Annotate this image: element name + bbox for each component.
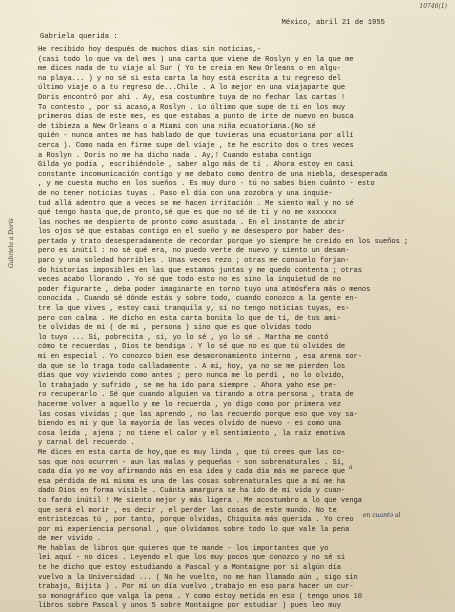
letter-line: lo trabajado y sufrido , se me ha ido para siempre . Ahora yaho ese pe- — [38, 381, 337, 390]
handwritten-annotation: a — [349, 464, 353, 471]
letter-line: las noches me despierto de pronto como asustada . En el instante de abrir — [38, 218, 346, 227]
letter-line: tre la que vives , estoy casi tranquila y, si no tengo noticias tuyas, es- — [38, 305, 350, 314]
letter-line: entristezcas tú , por tanto, porque olvidas, Chiquita más querida . Yo creo — [38, 516, 354, 525]
letter-line: hacerme volver a aquello y me lo recuerda , yo digo como por primera vez — [38, 400, 341, 409]
letter-line: de tibieza a New Orleans o a Miami con una niña ecuatoriana.(No sé — [38, 122, 316, 131]
letter-line: Me hablas de libros que quieres que te mande - los importantes que yo — [38, 544, 329, 553]
letter-line: pero con calma . He dicho en esta carta bonita lo que de tí, de tus ami- — [38, 314, 341, 323]
letter-line: días que voy viviendo como antes ; pero nunca me lo perdí , no lo olvido, — [38, 372, 346, 381]
letter-line: Gilda yo podía , escribiéndole , saber algo más de tí . Ahora estoy en casi — [38, 161, 354, 170]
letter-line: to fardo inútil ! Me siento mejor y más ligera . Me acostumbro a lo que venga — [38, 496, 362, 505]
letter-line: dado Dios en forma visible . Cuánta amargura se ha ido de mi vida y cuan- — [38, 487, 346, 496]
letter-line: vuelvo a la Universidad ... ( No he vuelto, no me han llamado aún , sigo sin — [38, 573, 358, 582]
letter-line: y carnal del recuerdo . — [38, 439, 135, 448]
letter-line: los ojos sé que estabas contigo en el sueño y me desespero por haber des- — [38, 228, 346, 237]
letter-line: na playa... ) y no sé si esta carta la hoy está escrita a tu regreso del — [38, 74, 341, 83]
letter-line: último viaje o a tu regreso de...Chile . A lo mejor en una viajaparte que — [38, 84, 346, 93]
letter-line: que será el morir , es decir , el perder las cosas de este mundo. No te — [38, 506, 337, 515]
letter-line: sas que nos ocurren - aun las malas y pequeñas - son sobrenaturales . Sí, — [38, 458, 346, 467]
letter-line: de no tener noticias tuyas . Paso el día con una zozobra y una inquie- — [38, 189, 333, 198]
letter-line: so monográfico que valga la pena . Y como estoy metida en eso ( tengo unos 10 — [38, 592, 362, 601]
letter-line: quién - nunca antes me has hablado de que tuvieras una ecuatoriana por allí — [38, 132, 354, 141]
handwritten-margin-note: Gabriela a Doris — [8, 218, 15, 268]
letter-line: Me dices en esta carta de hoy,que es muy linda , que tú crees que las co- — [38, 448, 346, 457]
letter-line: esa pérdida de mí misma es una de las cosas sobrenaturales que a mí me ha — [38, 477, 346, 486]
letter-line: pertado y trato desesperadamente de recordar porque yo siempre he creído en los sueños ; — [38, 237, 409, 246]
letter-line: do historias imposibles en las que estamos juntas y me quedo contenta ; otras — [38, 266, 362, 275]
letter-line: cada día yo me voy afirmando más en esa idea y cada día más me parece que — [38, 468, 346, 477]
letter-line: me dices nada de tu viaje al Sur ( Yo te creía en New Orleans o en algu- — [38, 65, 341, 74]
letter-line: las cosas vividas ; que las aprendo , no las recuerdo porque eso que voy sa- — [38, 410, 358, 419]
letter-line: lei aquí - no dices . Leyendo el que los muy pocos que conozco y no sé si — [38, 554, 346, 563]
letter-line: biendo es mí y que la mayoría de las veces olvido de nuevo - es como una — [38, 420, 341, 429]
handwritten-annotation: en cuanto al — [363, 512, 401, 519]
letter-line: paro y una soledad horribles . Unas veces rezo ; otras me consuelo forjan- — [38, 257, 350, 266]
letter-line: cosa leída , ajena ; no tiene el calor y el sentimiento , la raíz emotiva — [38, 429, 346, 438]
letter-line: por mi experiencia personal , que olvidamos sobre todo lo que vale la pena — [38, 525, 350, 534]
letter-line: (casi todo lo que va del mes ) una carta que viene de Roslyn y en la que me — [38, 55, 354, 64]
letter-line: To contesto , por si acaso,a Roslyn . Lo último que supe de tí en los muy — [38, 103, 346, 112]
letter-line: Doris encontró por ahí . Ay, esa costumbre tuya de no fechar las cartas ! — [38, 93, 346, 102]
letter-body — [38, 46, 450, 612]
letter-line: pero es inútil : no sé qué era, no puedo verte de nuevo y siento un desam- — [38, 247, 350, 256]
letter-line: de mer vivido . — [38, 535, 102, 544]
letter-line: tud allá adentro que a veces se me hacen irritación . Me siento mal y no sé — [38, 199, 354, 208]
letter-line: da que se lo traga todo calladamente . A mí, hoy, ya no se me pierden los — [38, 362, 346, 371]
letter-line: cómo te recuerdas , Dios te bendiga . Y lo sé que no es que tú olvides de — [38, 343, 346, 352]
letter-line: trabajo, Bijita ) . Por mí un día vuelvo ,trabajo en eso para hacer un cur- — [38, 583, 354, 592]
greeting: Gabriela querida : — [40, 33, 118, 41]
letter-line: conocida . Cuando sé dónde estás y sobre todo, cuando conozco a la gente en- — [38, 295, 358, 304]
date-line: México, abril 21 de 1955 — [281, 19, 385, 27]
letter-line: primeros días de este mes, es que estabas a punto de irte de nuevo en busca — [38, 113, 354, 122]
letter-line: cerca ). Como nada en firme supe del viaje , te he escrito dos o tres veces — [38, 141, 354, 150]
letter-line: ro recuperarlo . Sé que cuando alguien va tirando a otra persona , trata de — [38, 391, 354, 400]
letter-line: constante incomunicación contigo y me debato como dentro de una niebla, desesperada — [38, 170, 388, 179]
letter-line: He recibido hoy después de muchos días sin noticias,- — [38, 46, 261, 54]
letter-line: a Roslyn . Doris no me ha dicho nada . Ay,! Cuando estaba contigo — [38, 151, 312, 160]
letter-line: poder figurarte , deba poder imaginarte en torno tuyo una atmósfera más o menos — [38, 285, 371, 294]
letter-line: lo tuyo ... Sí, pobrecita , sí, yo lo sé , yo lo sé . Martha me contó — [38, 333, 329, 342]
letter-line: libros sobre Pascal y unos 5 sobre Montaigne por estudiar ) pues leo muy — [38, 602, 341, 611]
catalog-mark: 10746(1) — [419, 3, 447, 10]
letter-line: te he dicho que estoy estudiando a Pascal y a Montaigne por si algún día — [38, 564, 341, 573]
letter-line: , y me cuesta mucho en los sueños . Es muy duro - tú no sabes bien cuánto - esto — [38, 180, 375, 189]
letter-line: veces acabo llorando . Yo sé que todo esto no es sino la inquietud de no — [38, 276, 341, 285]
letter-line: qué tengo hasta que,de pronto,sé que es que no sé de tí y no me xxxxxxx — [38, 209, 337, 218]
letter-line: te olvidas de mí ( de mí , persona ) sino que es que olvidas todo — [38, 324, 312, 333]
letter-line: mí en especial . Yo conozco bien ese desmoronamiento interno , esa arena sor- — [38, 353, 362, 361]
